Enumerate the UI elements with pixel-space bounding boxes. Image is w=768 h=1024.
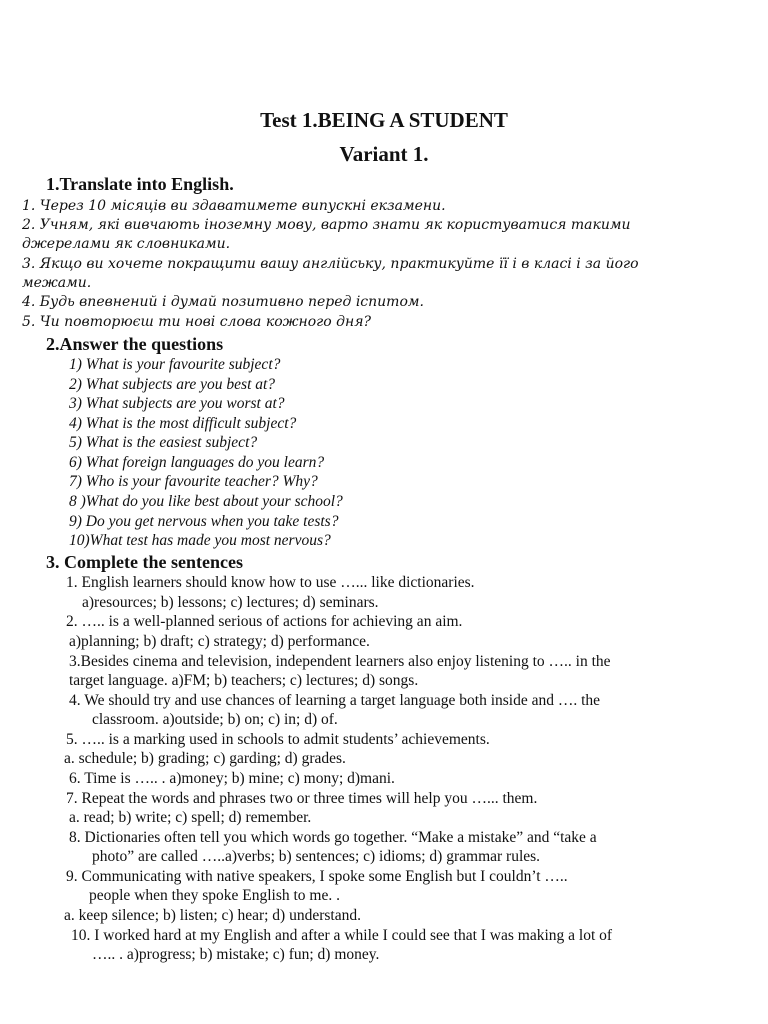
sentence-line: 3.Besides cinema and television, independent learners also enjoy listening to ….. in the bbox=[69, 653, 611, 670]
question-line: 3) What subjects are you worst at? bbox=[69, 395, 285, 412]
sentence-line: a)planning; b) draft; c) strategy; d) performance. bbox=[69, 633, 370, 650]
test-title: Test 1.BEING A STUDENT bbox=[260, 108, 508, 132]
question-line: 10)What test has made you most nervous? bbox=[69, 532, 331, 549]
sentence-line: 9. Communicating with native speakers, I spoke some English but I couldn’t ….. bbox=[66, 868, 568, 885]
sentence-line: ….. . a)progress; b) mistake; c) fun; d) money. bbox=[92, 946, 380, 963]
sentence-line: a)resources; b) lessons; c) lectures; d) seminars. bbox=[82, 594, 379, 611]
sentence-line: 6. Time is ….. . a)money; b) mine; c) mony; d)mani. bbox=[69, 770, 395, 787]
sentence-line: a. keep silence; b) listen; c) hear; d) understand. bbox=[64, 907, 361, 924]
variant-title: Variant 1. bbox=[339, 142, 429, 166]
sentence-line: a. schedule; b) grading; c) garding; d) grades. bbox=[64, 750, 346, 767]
section2-heading: 2.Answer the questions bbox=[46, 334, 224, 354]
sentence-line: 7. Repeat the words and phrases two or three times will help you …... them. bbox=[66, 790, 538, 807]
translate-line: 3. Якщо ви хочете покращити вашу англійську, практикуйте її і в класі і за його bbox=[22, 256, 639, 272]
sentence-line: 2. ….. is a well-planned serious of actions for achieving an aim. bbox=[66, 613, 463, 630]
sentence-line: a. read; b) write; c) spell; d) remember. bbox=[69, 809, 312, 826]
question-line: 9) Do you get nervous when you take tests? bbox=[69, 513, 339, 530]
translate-line: 1. Через 10 місяців ви здаватимете випускні екзамени. bbox=[22, 198, 446, 214]
question-line: 5) What is the easiest subject? bbox=[69, 434, 258, 451]
question-line: 1) What is your favourite subject? bbox=[69, 356, 281, 373]
translate-line: межами. bbox=[22, 275, 92, 291]
sentence-line: 10. I worked hard at my English and after a while I could see that I was making a lot of bbox=[71, 927, 613, 944]
translate-line: 4. Будь впевнений і думай позитивно перед іспитом. bbox=[22, 294, 424, 310]
translate-line: джерелами як словниками. bbox=[22, 236, 231, 252]
sentence-line: 4. We should try and use chances of learning a target language both inside and …. the bbox=[69, 692, 601, 709]
sentence-line: classroom. a)outside; b) on; c) in; d) of. bbox=[92, 711, 338, 728]
sentence-line: target language. a)FM; b) teachers; c) lectures; d) songs. bbox=[69, 672, 419, 689]
question-line: 4) What is the most difficult subject? bbox=[69, 415, 297, 432]
sentence-line: 5. ….. is a marking used in schools to admit students’ achievements. bbox=[66, 731, 490, 748]
section3-heading: 3. Complete the sentences bbox=[46, 552, 243, 572]
section1-heading: 1.Translate into English. bbox=[46, 174, 234, 194]
sentence-line: people when they spoke English to me. . bbox=[89, 887, 340, 904]
sentence-line: 8. Dictionaries often tell you which words go together. “Make a mistake” and “take a bbox=[69, 829, 597, 846]
question-line: 6) What foreign languages do you learn? bbox=[69, 454, 325, 471]
translate-line: 2. Учням, які вивчають іноземну мову, варто знати як користуватися такими bbox=[22, 217, 631, 233]
sentence-line: 1. English learners should know how to use …... like dictionaries. bbox=[66, 574, 475, 591]
question-line: 2) What subjects are you best at? bbox=[69, 376, 276, 393]
question-line: 8 )What do you like best about your school? bbox=[69, 493, 343, 510]
sentence-line: photo” are called …..a)verbs; b) sentences; c) idioms; d) grammar rules. bbox=[92, 848, 541, 865]
translate-line: 5. Чи повторюєш ти нові слова кожного дня? bbox=[22, 314, 372, 330]
question-line: 7) Who is your favourite teacher? Why? bbox=[69, 473, 318, 490]
